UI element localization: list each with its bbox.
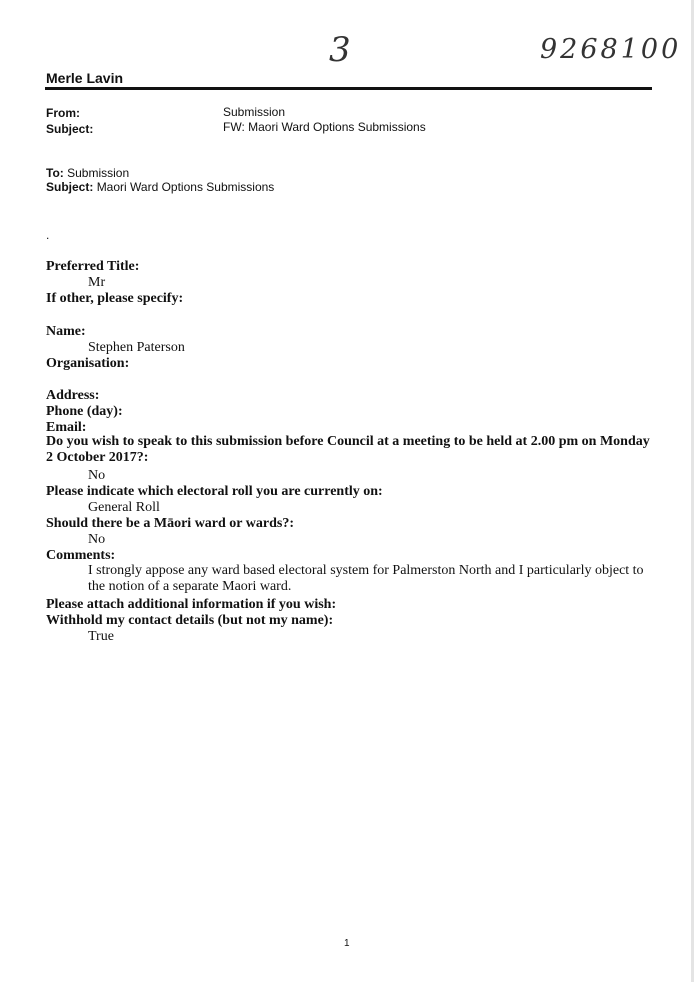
page-number: 1 bbox=[344, 938, 350, 949]
subject-label: Subject: bbox=[46, 122, 94, 136]
speak-question-label: Do you wish to speak to this submission before Council at a meeting to be held at 2.00 pm on Monday 2 October 2017?: bbox=[46, 434, 650, 465]
stray-dot: . bbox=[46, 228, 50, 242]
inner-subject-value: Maori Ward Options Submissions bbox=[96, 180, 275, 194]
organisation-label: Organisation: bbox=[46, 356, 130, 371]
from-value: Submission bbox=[223, 105, 286, 119]
maori-ward-label: Should there be a Māori ward or wards?: bbox=[46, 516, 294, 531]
speak-answer: No bbox=[88, 468, 106, 483]
name-value: Stephen Paterson bbox=[88, 340, 185, 355]
to-value: Submission bbox=[67, 166, 130, 180]
to-label: To: bbox=[46, 166, 64, 180]
from-label: From: bbox=[46, 106, 80, 120]
header-divider bbox=[45, 87, 652, 90]
withhold-details-label: Withhold my contact details (but not my name): bbox=[46, 613, 334, 628]
phone-label: Phone (day): bbox=[46, 404, 123, 419]
subject-value: FW: Maori Ward Options Submissions bbox=[223, 120, 426, 134]
name-label: Name: bbox=[46, 324, 86, 339]
preferred-title-value: Mr bbox=[88, 275, 106, 290]
email-label: Email: bbox=[46, 420, 87, 435]
handwritten-reference-number: 9268100 bbox=[540, 34, 682, 65]
comments-label: Comments: bbox=[46, 548, 116, 563]
maori-ward-answer: No bbox=[88, 532, 106, 547]
email-sender-name: Merle Lavin bbox=[46, 70, 124, 86]
inner-subject-label: Subject: bbox=[46, 180, 94, 194]
to-line bbox=[46, 166, 129, 180]
other-specify-label: If other, please specify: bbox=[46, 291, 184, 306]
attach-info-label: Please attach additional information if you wish: bbox=[46, 597, 337, 612]
electoral-roll-label: Please indicate which electoral roll you are currently on: bbox=[46, 484, 383, 499]
handwritten-page-number: 3 bbox=[329, 30, 351, 70]
comments-text: I strongly appose any ward based electoral system for Palmerston North and I particularly object to the notion of a separate Maori ward. bbox=[88, 563, 644, 594]
preferred-title-label: Preferred Title: bbox=[46, 259, 140, 274]
withhold-details-value: True bbox=[88, 629, 114, 644]
electoral-roll-value: General Roll bbox=[88, 500, 160, 515]
address-label: Address: bbox=[46, 388, 100, 403]
inner-subject-line bbox=[46, 180, 274, 194]
